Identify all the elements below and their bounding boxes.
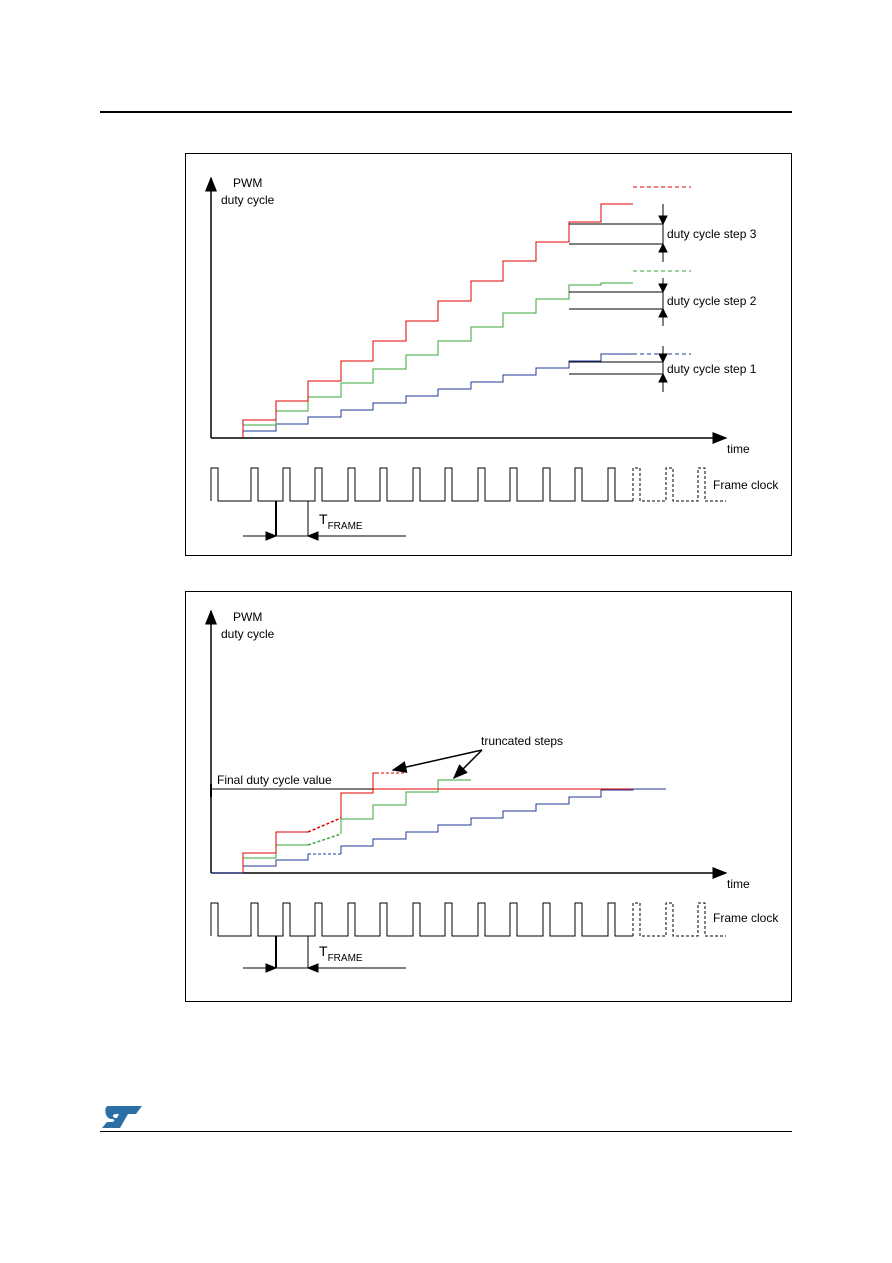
t-frame-label: $T_{FRAME}$ <box>319 943 363 964</box>
series-step1 <box>243 354 633 438</box>
footer-rule <box>100 1131 792 1132</box>
frame-clock-signal <box>211 903 633 936</box>
chart-truncated-steps <box>186 592 791 1001</box>
figure-truncated-steps <box>185 591 792 1002</box>
final-value-label: Final duty cycle value <box>217 773 332 787</box>
truncated-arrow-2 <box>454 750 482 778</box>
figure-duty-cycle-steps <box>185 153 792 556</box>
step1-label: duty cycle step 1 <box>667 362 757 376</box>
step1-dimension <box>569 346 667 392</box>
truncated-steps-label: truncated steps <box>481 734 564 748</box>
chart-duty-cycle-steps <box>186 154 791 555</box>
step3-label: duty cycle step 3 <box>667 227 757 241</box>
frame-clock-label: Frame clock <box>713 911 779 925</box>
y-axis-label-line2: duty cycle <box>221 627 275 641</box>
y-axis-label-line1: PWM <box>233 610 263 624</box>
header-rule <box>100 111 792 113</box>
series-step3 <box>243 204 633 438</box>
step2-label: duty cycle step 2 <box>667 294 757 308</box>
step3-dimension <box>569 204 667 262</box>
truncated-arrow-1 <box>393 750 482 770</box>
st-logo-icon <box>100 1104 144 1130</box>
t-frame-label: $T_{FRAME}$ <box>319 511 363 532</box>
y-axis-label-line1: PWM <box>233 176 263 190</box>
series-step1 <box>211 854 308 873</box>
x-axis-label: time <box>727 442 750 456</box>
frame-clock-signal <box>211 468 633 501</box>
x-axis-label: time <box>727 877 750 891</box>
frame-clock-label: Frame clock <box>713 478 779 492</box>
y-axis-label-line2: duty cycle <box>221 193 275 207</box>
series-step3 <box>243 832 308 873</box>
